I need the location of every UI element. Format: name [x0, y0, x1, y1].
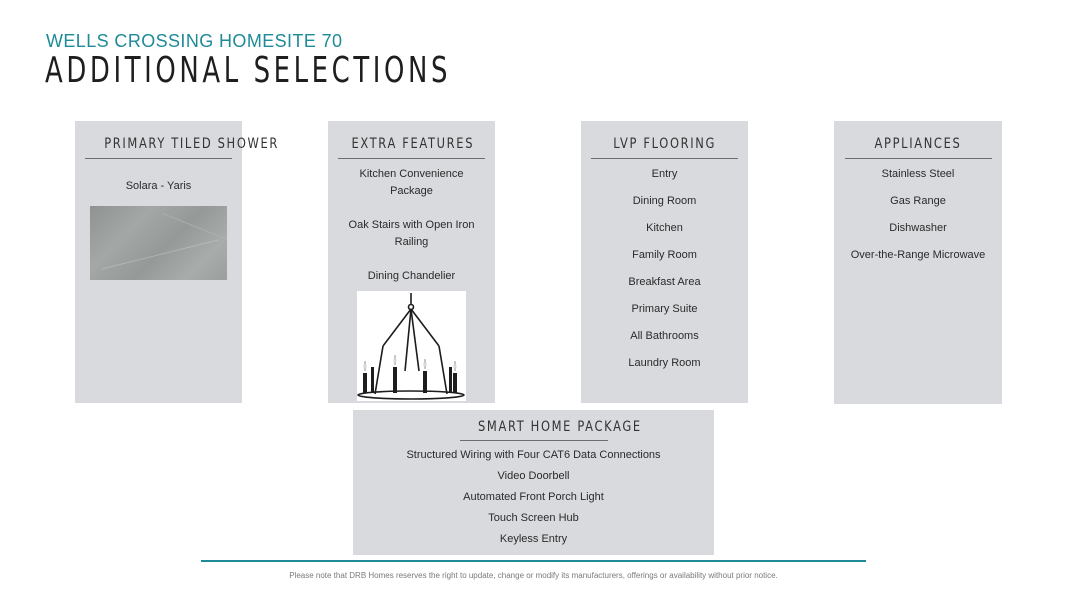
list-item: Kitchen: [646, 222, 683, 234]
card-primary-tiled-shower: [75, 121, 280, 403]
list-item: Automated Front Porch Light: [463, 491, 604, 503]
list-item: Stainless Steel: [881, 168, 955, 180]
card-header: [591, 128, 738, 159]
card-title: LVP FLOORING: [613, 136, 716, 152]
list-item: Dining Room: [632, 195, 697, 207]
list-item: All Bathrooms: [630, 330, 699, 342]
chandelier-image: [357, 291, 466, 401]
footer-disclaimer: Please note that DRB Homes reserves the right to update, change or modify its manufacturers, offerings or availability without prior notice.: [289, 571, 778, 580]
list-item: Entry: [651, 168, 678, 180]
list-item: Breakfast Area: [628, 276, 701, 288]
card-header: [460, 412, 642, 441]
list-item: Keyless Entry: [499, 533, 568, 545]
list-item: Oak Stairs with Open Iron Railing: [348, 219, 475, 248]
card-title: APPLIANCES: [874, 136, 962, 152]
list-item: Structured Wiring with Four CAT6 Data Connections: [406, 449, 661, 461]
card-header: [338, 128, 485, 159]
card-header: [845, 128, 992, 159]
card-appliances: [834, 121, 1002, 404]
card-extra-features: [328, 121, 495, 403]
list-item: Dining Chandelier: [367, 270, 456, 282]
card-title: PRIMARY TILED SHOWER: [104, 136, 280, 152]
list-item: Kitchen Convenience Package: [359, 168, 464, 197]
card-title: SMART HOME PACKAGE: [477, 419, 642, 435]
list-item: Over-the-Range Microwave: [850, 249, 986, 261]
list-item: Gas Range: [890, 195, 946, 207]
card-header: [85, 128, 280, 159]
list-item: Video Doorbell: [497, 470, 570, 482]
card-smart-home-package: [353, 410, 714, 555]
list-item: Primary Suite: [631, 303, 698, 315]
footer-divider: [201, 560, 866, 562]
header-subtitle: WELLS CROSSING HOMESITE 70: [46, 31, 343, 51]
list-item: Solara - Yaris: [125, 180, 192, 192]
list-item: Laundry Room: [628, 357, 701, 369]
card-title: EXTRA FEATURES: [351, 136, 475, 152]
card-lvp-flooring: [581, 121, 748, 403]
tile-swatch-image: [90, 206, 227, 280]
list-item: Touch Screen Hub: [488, 512, 579, 524]
list-item: Dishwasher: [889, 222, 947, 234]
list-item: Family Room: [632, 249, 697, 261]
page-title: ADDITIONAL SELECTIONS: [45, 50, 452, 91]
chandelier-icon: [357, 291, 466, 401]
